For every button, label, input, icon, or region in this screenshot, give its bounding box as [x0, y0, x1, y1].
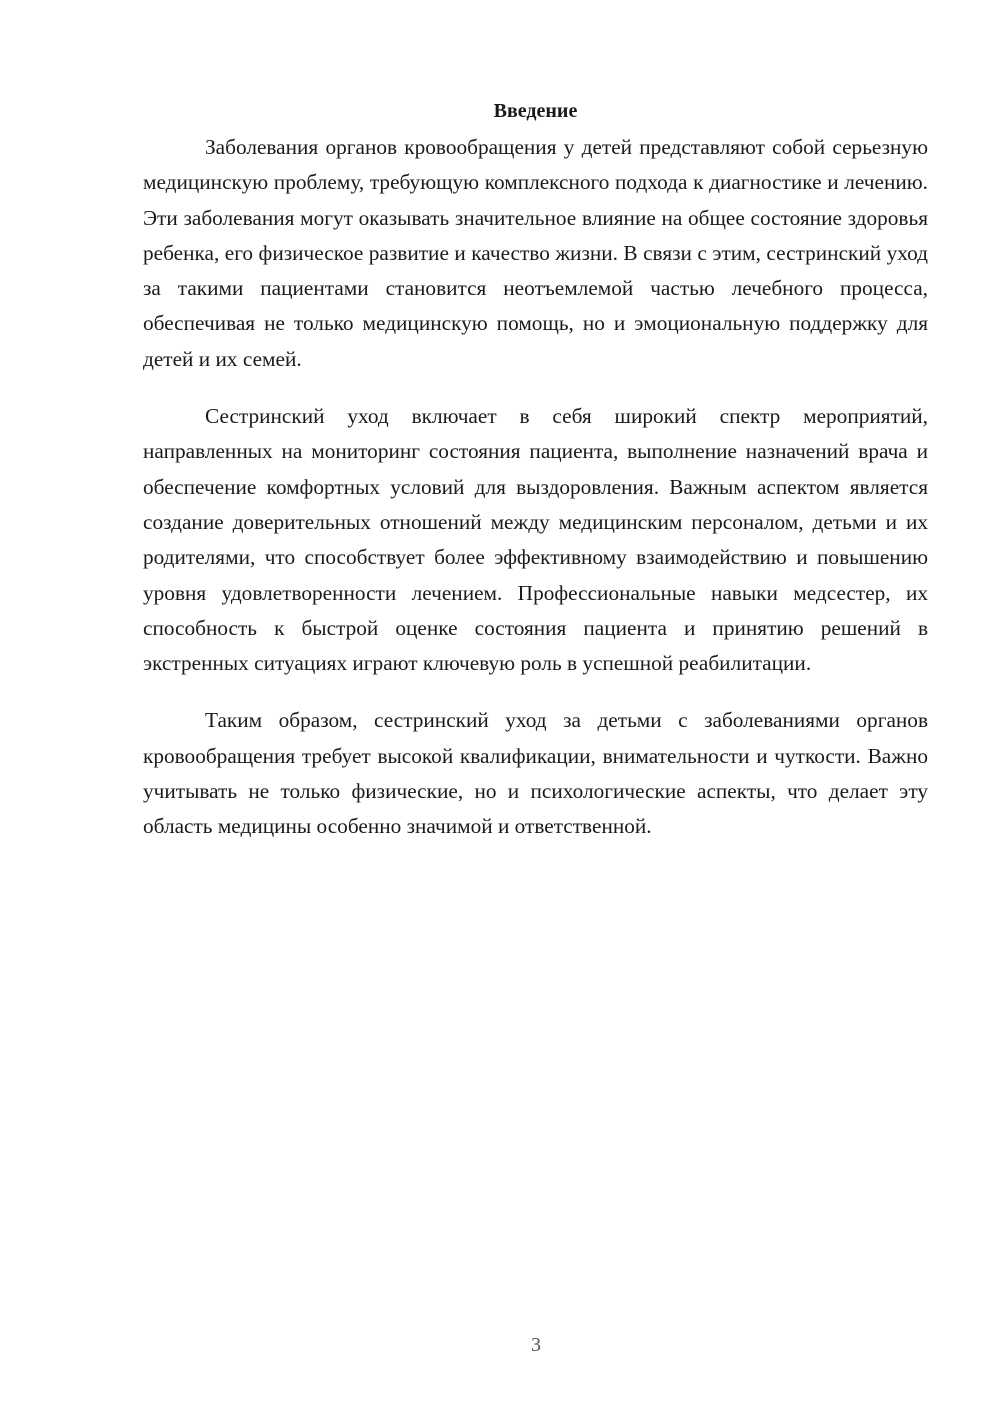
paragraph-3: Таким образом, сестринский уход за детьми с заболеваниями органов кровообращения требует высокой квалификации, внимательности и чуткости. Важно учитывать не только физические, но и психологические аспекты, что делает эту область медицины особенно значимой и ответственной. — [143, 708, 928, 839]
section-title: Введение — [493, 100, 578, 122]
paragraph-2: Сестринский уход включает в себя широкий спектр мероприятий, направленных на мониторинг состояния пациента, выполнение назначений врача и обеспечение комфортных условий для выздоровления. Важным аспектом является создание доверительных отношений между медицинским персоналом, детьми и их родителями, что способствует более эффективному взаимодействию и повышению уровня удовлетворенности лечением. Профессиональные навыки медсестер, их способность к быстрой оценке состояния пациента и принятию решений в экстренных ситуациях играют ключевую роль в успешной реабилитации. — [143, 404, 928, 676]
paragraph-1: Заболевания органов кровообращения у детей представляют собой серьезную медицинскую проблему, требующую комплексного подхода к диагностике и лечению. Эти заболевания могут оказывать значительное влияние на общее состояние здоровья ребенка, его физическое развитие и качество жизни. В связи с этим, сестринский уход за такими пациентами становится неотъемлемой частью лечебного процесса, обеспечивая не только медицинскую помощь, но и эмоциональную поддержку для детей и их семей. — [143, 135, 928, 371]
page-content — [143, 96, 928, 867]
page-number: 3 — [531, 1334, 541, 1356]
